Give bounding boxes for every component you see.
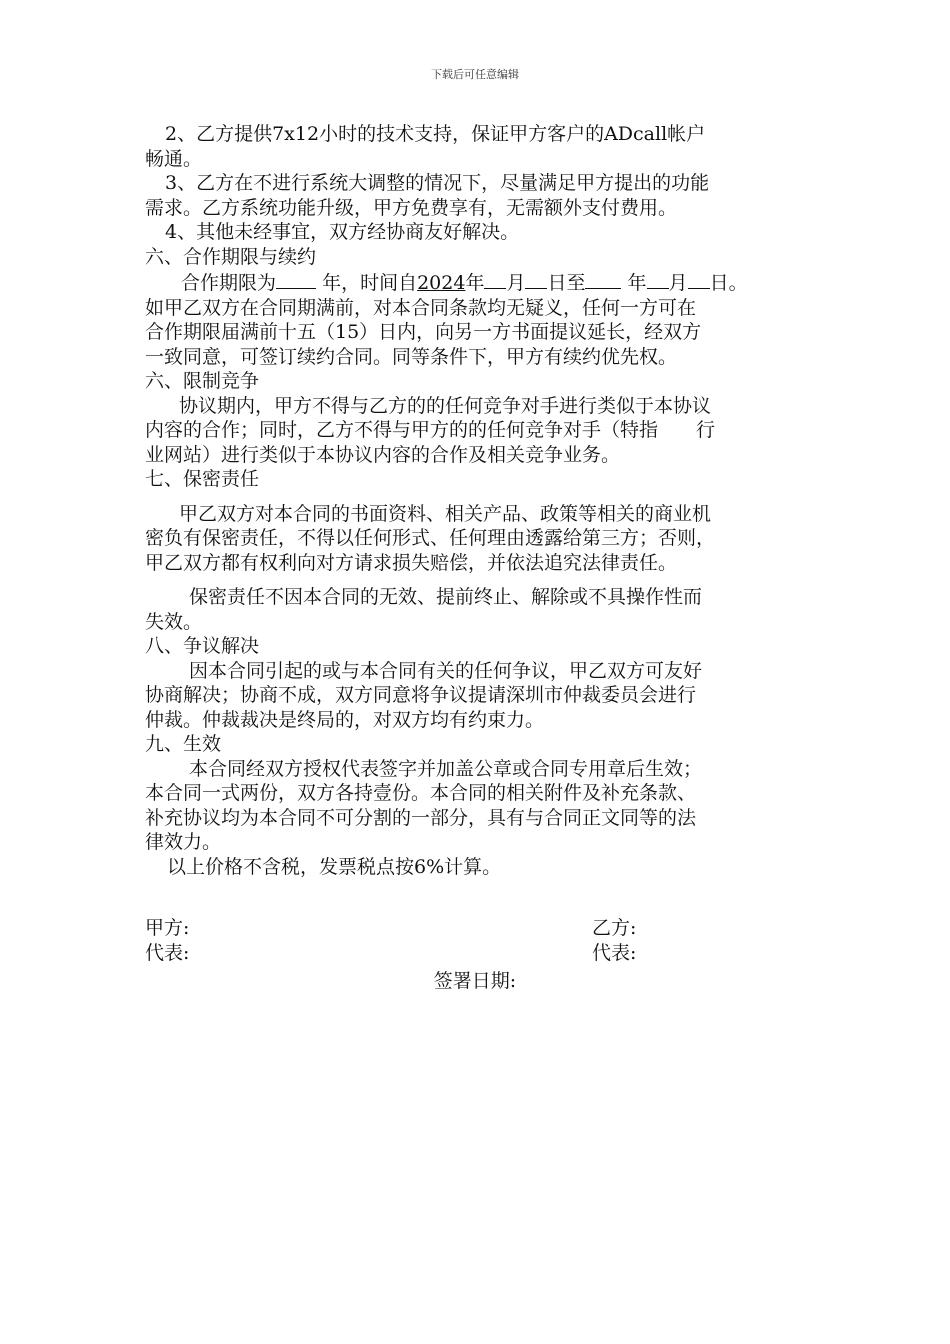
section-6b-line-2: 内容的合作；同时，乙方不得与甲方的的任何竞争对手（特指 行 <box>145 419 716 441</box>
start-day-unit: 日至 <box>547 272 586 294</box>
section-8-line-2: 协商解决；协商不成，双方同意将争议提请深圳市仲裁委员会进行 <box>145 684 697 706</box>
section-7-line-3: 甲乙双方都有权利向对方请求损失赔偿，并依法追究法律责任。 <box>145 551 678 574</box>
start-year-unit: 年 <box>465 272 485 294</box>
section-8-line-3: 仲裁。仲裁裁决是终局的，对双方均有约束力。 <box>145 708 545 731</box>
tax-note: 以上价格不含税，发票税点按6%计算。 <box>167 855 502 878</box>
start-day-blank <box>525 269 547 289</box>
section-6-line-3: 合作期限届满前十五（15）日内，向另一方书面提议延长，经双方 <box>145 321 702 343</box>
term-blank <box>276 269 316 289</box>
section-9-line-3: 补充协议均为本合同不可分割的一部分，具有与合同正文同等的法 <box>145 806 697 829</box>
party-a-label: 甲方: <box>145 917 190 939</box>
section-7-title: 七、保密责任 <box>145 468 260 490</box>
start-month-blank <box>484 269 506 289</box>
page-header-note: 下载后可任意编辑 <box>431 68 519 81</box>
section-7-line-2: 密负有保密责任，不得以任何形式、任何理由透露给第三方；否则， <box>145 527 716 549</box>
end-day-blank <box>688 269 710 289</box>
end-year-unit: 年 <box>627 272 647 294</box>
section-9-line-1: 本合同经双方授权代表签字并加盖公章或合同专用章后生效； <box>189 757 703 780</box>
rep-b-label: 代表: <box>592 942 637 964</box>
section-6b-line-1: 协议期内，甲方不得与乙方的的任何竞争对手进行类似于本协议 <box>179 394 712 417</box>
section-6-title: 六、合作期限与续约 <box>145 245 317 268</box>
start-year: 2024 <box>417 272 466 294</box>
signing-date-label: 签署日期: <box>433 970 517 992</box>
section-9-line-2: 本合同一式两份，双方各持壹份。本合同的相关附件及补充条款、 <box>145 782 697 804</box>
section-6b-title: 六、限制竞争 <box>145 370 260 392</box>
section-6-line-2: 如甲乙双方在合同期满前，对本合同条款均无疑义，任何一方可在 <box>145 296 697 319</box>
section-7-line-4: 保密责任不因本合同的无效、提前终止、解除或不具操作性而 <box>189 586 703 608</box>
term-year-label: 年，时间自 <box>322 272 418 294</box>
section-7-line-5: 失效。 <box>145 610 203 633</box>
clause-2-line-2: 畅通。 <box>145 147 203 170</box>
start-month-unit: 月 <box>506 272 526 294</box>
end-year-blank <box>585 269 621 289</box>
section-6-term-line <box>145 269 813 296</box>
clause-4-line-1: 4、其他未经事宜，双方经协商友好解决。 <box>165 221 520 243</box>
end-month-unit: 月 <box>668 272 688 294</box>
party-b-label: 乙方: <box>592 917 637 939</box>
end-month-blank <box>647 269 669 289</box>
end-day-unit: 日。 <box>709 272 748 294</box>
clause-3-line-1: 3、乙方在不进行系统大调整的情况下，尽量满足甲方提出的功能 <box>165 172 710 194</box>
contract-body <box>145 122 813 879</box>
section-9-title: 九、生效 <box>145 733 222 755</box>
section-9-line-4: 律效力。 <box>145 831 222 853</box>
rep-a-label: 代表: <box>145 942 190 964</box>
clause-3-line-2: 需求。乙方系统功能升级，甲方免费享有，无需额外支付费用。 <box>145 196 678 219</box>
clause-2-line-1: 2、乙方提供7x12小时的技术支持，保证甲方客户的ADcall帐户 <box>165 123 706 145</box>
section-8-title: 八、争议解决 <box>145 635 260 657</box>
section-8-line-1: 因本合同引起的或与本合同有关的任何争议，甲乙双方可友好 <box>189 659 703 682</box>
term-label: 合作期限为 <box>181 272 277 294</box>
section-6-line-4: 一致同意，可签订续约合同。同等条件下，甲方有续约优先权。 <box>145 345 678 368</box>
section-7-line-1: 甲乙双方对本合同的书面资料、相关产品、政策等相关的商业机 <box>179 502 712 525</box>
section-6b-line-3: 业网站）进行类似于本协议内容的合作及相关竞争业务。 <box>145 443 621 466</box>
